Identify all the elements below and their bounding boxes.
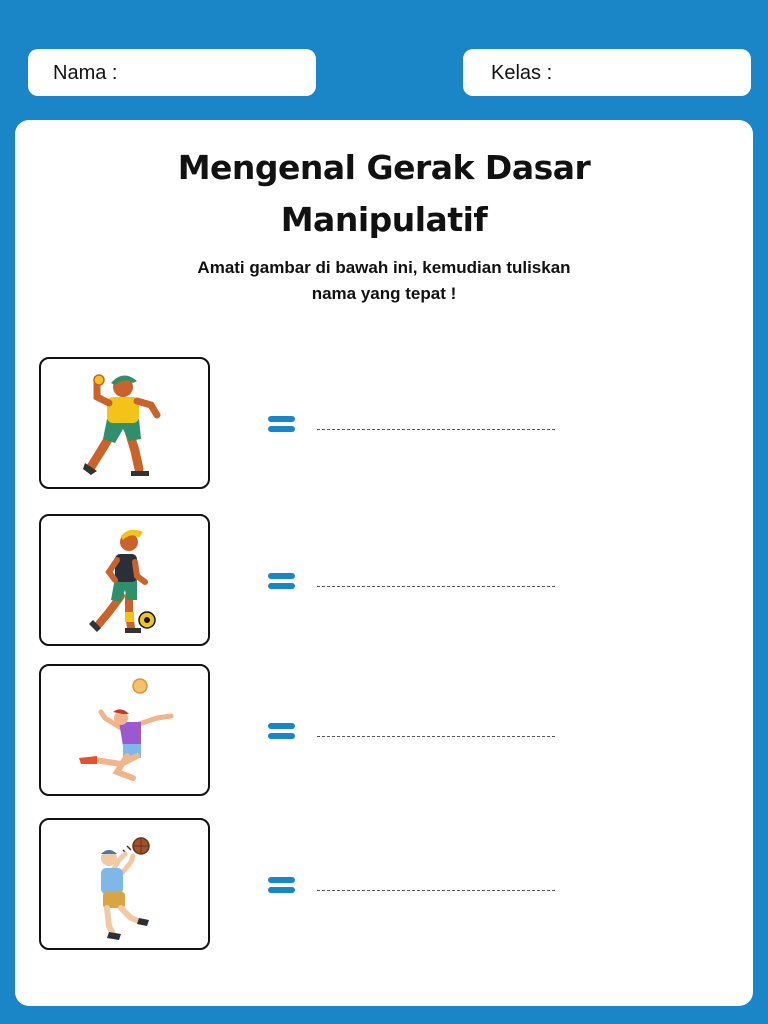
class-field[interactable] — [463, 49, 751, 96]
kicking-ball-icon — [41, 516, 208, 644]
instruction-line-1: Amati gambar di bawah ini, kemudian tuliskan — [197, 258, 571, 277]
equals-icon — [268, 723, 295, 740]
exercise-row-3 — [15, 664, 753, 798]
equals-icon — [268, 416, 295, 433]
spiking-volleyball-icon — [41, 666, 208, 794]
catching-ball-icon — [41, 820, 208, 948]
worksheet-panel — [15, 120, 753, 1006]
throwing-ball-icon — [41, 359, 208, 487]
picture-box-1 — [39, 357, 210, 489]
answer-line-4[interactable] — [317, 890, 555, 891]
equals-icon — [268, 877, 295, 894]
picture-box-2 — [39, 514, 210, 646]
picture-box-3 — [39, 664, 210, 796]
exercise-row-4 — [15, 818, 753, 952]
equals-icon — [268, 573, 295, 590]
instruction-line-2: nama yang tepat ! — [311, 284, 457, 303]
exercise-row-2 — [15, 514, 753, 648]
page-title-line-1: Mengenal Gerak Dasar — [177, 148, 591, 187]
name-field[interactable] — [28, 49, 316, 96]
class-label: Kelas : — [491, 62, 553, 84]
page-title-line-2: Manipulatif — [280, 200, 488, 239]
answer-line-2[interactable] — [317, 586, 555, 587]
name-label: Nama : — [53, 62, 118, 84]
picture-box-4 — [39, 818, 210, 950]
answer-line-3[interactable] — [317, 736, 555, 737]
exercise-row-1 — [15, 357, 753, 491]
answer-line-1[interactable] — [317, 429, 555, 430]
